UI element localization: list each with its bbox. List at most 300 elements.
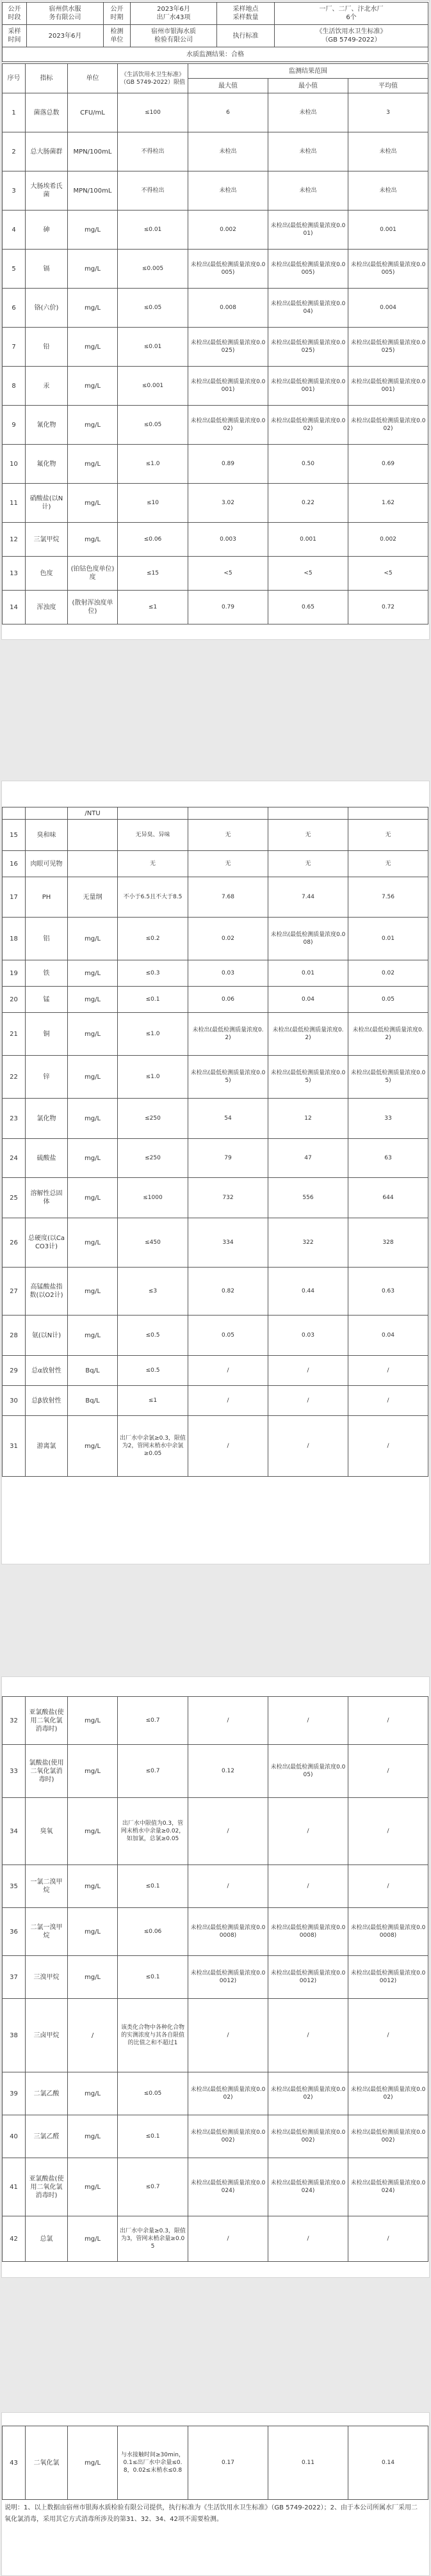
- max-value: /: [188, 1865, 268, 1908]
- row-number: 42: [3, 2216, 26, 2262]
- min-value: 556: [268, 1178, 348, 1218]
- max-value: 无: [188, 851, 268, 877]
- min-value: 未检出(最低检测质量浓度0.005): [268, 1745, 348, 1798]
- report-page-4: [1, 2412, 430, 2576]
- standard-limit: ≤1.0: [118, 1056, 188, 1099]
- indicator-name: 臭氧: [26, 1798, 68, 1865]
- row-number: 6: [3, 289, 26, 328]
- min-value: 未检出(最低检测质量浓度0.0025): [268, 328, 348, 367]
- table-row: [3, 328, 428, 367]
- report-page-3: [1, 1676, 430, 2278]
- unit: mg/L: [68, 250, 118, 289]
- table-row: [3, 960, 428, 987]
- indicator-name: 砷: [26, 211, 68, 250]
- table-row: [3, 1416, 428, 1477]
- table-row: [3, 132, 428, 171]
- explanatory-note: 说明：1、以上数据由宿州市银海水质检验有限公司提供，执行标准为《生活饮用水卫生标准》（GB 5749-2022）；2、由于本公司所属水厂采用二氧化氯消毒，采用其它方式消毒所涉及的第31、32、34、42项不需要检测。: [4, 2504, 418, 2523]
- unit: mg/L: [68, 1316, 118, 1356]
- min-value: 未检出(最低检测质量浓度0.004): [268, 289, 348, 328]
- unit: mg/L: [68, 2426, 118, 2500]
- standard-limit: ≤0.05: [118, 289, 188, 328]
- max-value: /: [188, 2216, 268, 2262]
- min-value: 无: [268, 851, 348, 877]
- indicator-name: PH: [26, 877, 68, 918]
- col-header-standard: 《生活饮用水卫生标准》（GB 5749-2022）限值: [118, 64, 188, 93]
- min-value: 未检出(最低检测质量浓度0.0001): [268, 367, 348, 406]
- col-header-min: 最小值: [268, 79, 348, 93]
- unit: mg/L: [68, 289, 118, 328]
- header-cell: 公开 时期: [104, 3, 131, 25]
- row-number: 18: [3, 918, 26, 960]
- max-value: 未检出(最低检测质量浓度0.00008): [188, 1908, 268, 1956]
- avg-value: /: [348, 1356, 428, 1386]
- results-table-2: [2, 807, 428, 1477]
- table-row: [3, 1865, 428, 1908]
- indicator-name: 三卤甲烷: [26, 1999, 68, 2072]
- max-value: 未检出(最低检测质量浓度0.0005): [188, 250, 268, 289]
- unit: [68, 851, 118, 877]
- row-number: 7: [3, 328, 26, 367]
- avg-value: /: [348, 1999, 428, 2072]
- row-number: 32: [3, 1697, 26, 1745]
- avg-value: 未检出: [348, 171, 428, 211]
- avg-value: 无: [348, 851, 428, 877]
- col-header-item: 指标: [26, 64, 68, 93]
- table-row: [3, 1056, 428, 1099]
- avg-value: 328: [348, 1218, 428, 1268]
- max-value: 未检出(最低检测质量浓度0.00012): [188, 1956, 268, 1999]
- unit: MPN/100mL: [68, 132, 118, 171]
- unit: mg/L: [68, 1013, 118, 1056]
- max-value: 0.002: [188, 211, 268, 250]
- unit: mg/L: [68, 1908, 118, 1956]
- max-value: /: [188, 1999, 268, 2072]
- summary-row: [3, 47, 428, 62]
- min-value: /: [268, 1386, 348, 1416]
- min-value: 0.03: [268, 1316, 348, 1356]
- indicator-name: 汞: [26, 367, 68, 406]
- min-value: 0.11: [268, 2426, 348, 2500]
- avg-value: 0.63: [348, 1268, 428, 1316]
- min-value: 未检出(最低检测质量浓度0.0024): [268, 2158, 348, 2216]
- indicator-name: 三氯乙醛: [26, 2115, 68, 2158]
- unit: mg/L: [68, 1139, 118, 1178]
- col-header-no: 序号: [3, 64, 26, 93]
- standard-limit: ≤1: [118, 1386, 188, 1416]
- table-row: [3, 445, 428, 484]
- avg-value: /: [348, 1386, 428, 1416]
- table-row: [3, 211, 428, 250]
- avg-value: /: [348, 1798, 428, 1865]
- report-page-1: [1, 0, 430, 640]
- standard-limit: ≤0.001: [118, 367, 188, 406]
- row-number: 16: [3, 851, 26, 877]
- table-row: [3, 1268, 428, 1316]
- standard-limit: 出厂水中余量≥0.3，限值为3，管网末梢余量≥0.05: [118, 2216, 188, 2262]
- standard-limit: ≤0.01: [118, 211, 188, 250]
- unit: Bq/L: [68, 1356, 118, 1386]
- standard-limit: ≤0.1: [118, 1956, 188, 1999]
- standard-limit: ≤0.3: [118, 960, 188, 987]
- max-value: 79: [188, 1139, 268, 1178]
- max-value: 未检出: [188, 132, 268, 171]
- row-number: 5: [3, 250, 26, 289]
- row-number: 22: [3, 1056, 26, 1099]
- header-cell: 公开 时段: [3, 3, 27, 25]
- indicator-name: 铬(六价): [26, 289, 68, 328]
- avg-value: 3: [348, 93, 428, 132]
- unit: mg/L: [68, 2072, 118, 2115]
- indicator-name: 高锰酸盐指数(以O2计): [26, 1268, 68, 1316]
- header-cell: 宿州供水服 务有限公司: [27, 3, 104, 25]
- table-row: [3, 406, 428, 445]
- unit: mg/L: [68, 1798, 118, 1865]
- standard-limit: 不得检出: [118, 132, 188, 171]
- indicator-name: 总氯: [26, 2216, 68, 2262]
- min-value: 47: [268, 1139, 348, 1178]
- standard-limit: 不小于6.5且不大于8.5: [118, 877, 188, 918]
- table-row: [3, 1999, 428, 2072]
- row-number: 30: [3, 1386, 26, 1416]
- table-row: [3, 1356, 428, 1386]
- table-row: [3, 2216, 428, 2262]
- max-value: 7.68: [188, 877, 268, 918]
- avg-value: 63: [348, 1139, 428, 1178]
- col-header-unit: 单位: [68, 64, 118, 93]
- unit: /: [68, 1999, 118, 2072]
- standard-limit: 出厂水中限值为0.3，管网末梢水中余量≥0.02，如加氯，总氯≥0.05: [118, 1798, 188, 1865]
- unit: mg/L: [68, 1268, 118, 1316]
- min-value: /: [268, 1697, 348, 1745]
- row-number: 43: [3, 2426, 26, 2500]
- column-header-row: [3, 64, 428, 79]
- unit: mg/L: [68, 1956, 118, 1999]
- avg-value: 7.56: [348, 877, 428, 918]
- row-number: 38: [3, 1999, 26, 2072]
- unit: mg/L: [68, 1099, 118, 1139]
- table-row: [3, 2115, 428, 2158]
- avg-value: 未检出(最低检测质量浓度0.00008): [348, 1908, 428, 1956]
- min-value: 无: [268, 820, 348, 851]
- standard-limit: ≤0.05: [118, 2072, 188, 2115]
- row-number: 1: [3, 93, 26, 132]
- row-number: 40: [3, 2115, 26, 2158]
- header-row-1: [3, 3, 428, 25]
- max-value: /: [188, 1798, 268, 1865]
- avg-value: 未检出(最低检测质量浓度0.05): [348, 1056, 428, 1099]
- avg-value: 无: [348, 820, 428, 851]
- unit: mg/L: [68, 1218, 118, 1268]
- min-value: 0.44: [268, 1268, 348, 1316]
- row-number: 21: [3, 1013, 26, 1056]
- indicator-name: 总大肠菌群: [26, 132, 68, 171]
- standard-limit: ≤450: [118, 1218, 188, 1268]
- row-number: 14: [3, 591, 26, 624]
- row-number: 2: [3, 132, 26, 171]
- indicator-name: 总α放射性: [26, 1356, 68, 1386]
- avg-value: 0.14: [348, 2426, 428, 2500]
- min-value: 322: [268, 1218, 348, 1268]
- table-row: [3, 2158, 428, 2216]
- indicator-name: 大肠埃希氏菌: [26, 171, 68, 211]
- standard-limit: ≤0.1: [118, 2115, 188, 2158]
- standard-limit: ≤0.5: [118, 1356, 188, 1386]
- unit: mg/L: [68, 2216, 118, 2262]
- standard-limit: ≤0.06: [118, 1908, 188, 1956]
- indicator-name: 亚氯酸盐(使用二氧化氯消毒时): [26, 1697, 68, 1745]
- results-table-1: [2, 63, 428, 624]
- row-number: 33: [3, 1745, 26, 1798]
- indicator-name: 二氯乙酸: [26, 2072, 68, 2115]
- standard-limit: ≤0.1: [118, 987, 188, 1013]
- indicator-name: 二氧化氯: [26, 2426, 68, 2500]
- row-number: 8: [3, 367, 26, 406]
- row-number: 4: [3, 211, 26, 250]
- header-cell: 检测 单位: [104, 25, 131, 47]
- standard-limit: ≤250: [118, 1099, 188, 1139]
- unit: mg/L: [68, 960, 118, 987]
- min-value: 未检出(最低检测质量浓度0.0002): [268, 2115, 348, 2158]
- max-value: 未检出(最低检测质量浓度0.0001): [188, 367, 268, 406]
- standard-limit: ≤0.7: [118, 1697, 188, 1745]
- unit: mg/L: [68, 328, 118, 367]
- unit: 无量纲: [68, 877, 118, 918]
- standard-limit: ≤15: [118, 557, 188, 591]
- avg-value: 未检出(最低检测质量浓度0.2): [348, 1013, 428, 1056]
- min-value: /: [268, 1356, 348, 1386]
- min-value: 未检出(最低检测质量浓度0.00012): [268, 1956, 348, 1999]
- table-row: [3, 2072, 428, 2115]
- indicator-name: 臭和味: [26, 820, 68, 851]
- indicator-name: 菌落总数: [26, 93, 68, 132]
- avg-value: 0.02: [348, 960, 428, 987]
- max-value: 54: [188, 1099, 268, 1139]
- header-table: [2, 2, 428, 62]
- header-cell: 一厂、二厂、汴北水厂 6个: [275, 3, 428, 25]
- avg-value: 1.62: [348, 484, 428, 523]
- max-value: 0.17: [188, 2426, 268, 2500]
- table-row: [3, 1139, 428, 1178]
- row-number: 37: [3, 1956, 26, 1999]
- table-row: [3, 367, 428, 406]
- table-row: [3, 1013, 428, 1056]
- max-value: 0.82: [188, 1268, 268, 1316]
- max-value: 未检出(最低检测质量浓度0.002): [188, 406, 268, 445]
- unit: CFU/mL: [68, 93, 118, 132]
- row-number: 39: [3, 2072, 26, 2115]
- indicator-name: 一氯二溴甲烷: [26, 1865, 68, 1908]
- table-row: [3, 250, 428, 289]
- min-value: 0.65: [268, 591, 348, 624]
- standard-limit: ≤100: [118, 93, 188, 132]
- indicator-name: 肉眼可见物: [26, 851, 68, 877]
- standard-limit: ≤1: [118, 591, 188, 624]
- max-value: 0.12: [188, 1745, 268, 1798]
- carry-cell: [188, 807, 268, 820]
- standard-limit: 出厂水中余氯≥0.3，限值为2，管网末梢水中余氯≥0.05: [118, 1416, 188, 1477]
- max-value: 无: [188, 820, 268, 851]
- max-value: 未检出(最低检测质量浓度0.2): [188, 1013, 268, 1056]
- results-table-3: [2, 1696, 428, 2262]
- carry-cell: [3, 807, 26, 820]
- row-number: 25: [3, 1178, 26, 1218]
- avg-value: 未检出: [348, 132, 428, 171]
- row-number: 9: [3, 406, 26, 445]
- header-cell: 宿州市银海水质 检验有限公司: [131, 25, 217, 47]
- table-row: [3, 1798, 428, 1865]
- avg-value: 644: [348, 1178, 428, 1218]
- table-row: [3, 1908, 428, 1956]
- indicator-name: 总β放射性: [26, 1386, 68, 1416]
- min-value: 0.04: [268, 987, 348, 1013]
- avg-value: 未检出(最低检测质量浓度0.0005): [348, 250, 428, 289]
- unit: mg/L: [68, 1416, 118, 1477]
- row-number: 10: [3, 445, 26, 484]
- row-number: 3: [3, 171, 26, 211]
- min-value: 未检出(最低检测质量浓度0.2): [268, 1013, 348, 1056]
- avg-value: 0.04: [348, 1316, 428, 1356]
- indicator-name: 亚氯酸盐(使用二氧化氯消毒时): [26, 2158, 68, 2216]
- indicator-name: 铅: [26, 328, 68, 367]
- carry-cell: [348, 807, 428, 820]
- min-value: 未检出(最低检测质量浓度0.00008): [268, 1908, 348, 1956]
- indicator-name: 铁: [26, 960, 68, 987]
- avg-value: 未检出(最低检测质量浓度0.002): [348, 406, 428, 445]
- min-value: 未检出(最低检测质量浓度0.05): [268, 1056, 348, 1099]
- min-value: /: [268, 1999, 348, 2072]
- max-value: 0.06: [188, 987, 268, 1013]
- unit: mg/L: [68, 211, 118, 250]
- min-value: /: [268, 1798, 348, 1865]
- table-row: [3, 1316, 428, 1356]
- max-value: 732: [188, 1178, 268, 1218]
- min-value: 0.50: [268, 445, 348, 484]
- row-number: 29: [3, 1356, 26, 1386]
- min-value: 0.001: [268, 523, 348, 557]
- standard-limit: 与水接触时间≥30min，0.1≤出厂水中余量≤0.8，0.02≤末梢水≤0.8: [118, 2426, 188, 2500]
- standard-limit: ≤0.5: [118, 1316, 188, 1356]
- max-value: 未检出(最低检测质量浓度0.0002): [188, 2115, 268, 2158]
- standard-limit: 无: [118, 851, 188, 877]
- standard-limit: ≤0.2: [118, 918, 188, 960]
- col-header-avg: 平均值: [348, 79, 428, 93]
- indicator-name: 硝酸盐(以N计): [26, 484, 68, 523]
- standard-limit: ≤0.005: [118, 250, 188, 289]
- unit: mg/L: [68, 1056, 118, 1099]
- unit: mg/L: [68, 367, 118, 406]
- min-value: 12: [268, 1099, 348, 1139]
- table-row: [3, 289, 428, 328]
- avg-value: /: [348, 1745, 428, 1798]
- max-value: 0.89: [188, 445, 268, 484]
- standard-limit: ≤0.1: [118, 1865, 188, 1908]
- standard-limit: ≤0.01: [118, 328, 188, 367]
- indicator-name: 铜: [26, 1013, 68, 1056]
- table-row: [3, 987, 428, 1013]
- table-row: [3, 820, 428, 851]
- max-value: /: [188, 1416, 268, 1477]
- avg-value: /: [348, 2216, 428, 2262]
- indicator-name: 镉: [26, 250, 68, 289]
- carry-unit: /NTU: [68, 807, 118, 820]
- avg-value: /: [348, 1865, 428, 1908]
- row-number: 27: [3, 1268, 26, 1316]
- row-number: 12: [3, 523, 26, 557]
- avg-value: 未检出(最低检测质量浓度0.0024): [348, 2158, 428, 2216]
- indicator-name: 铝: [26, 918, 68, 960]
- table-row: [3, 484, 428, 523]
- indicator-name: 锰: [26, 987, 68, 1013]
- max-value: /: [188, 1697, 268, 1745]
- indicator-name: 游离氯: [26, 1416, 68, 1477]
- avg-value: /: [348, 1416, 428, 1477]
- min-value: 未检出(最低检测质量浓度0.0005): [268, 250, 348, 289]
- max-value: 未检出(最低检测质量浓度0.002): [188, 2072, 268, 2115]
- max-value: 6: [188, 93, 268, 132]
- avg-value: 未检出(最低检测质量浓度0.0002): [348, 2115, 428, 2158]
- standard-limit: 该类化合物中各种化合物的实测浓度与其各自限值的比值之和不超过1: [118, 1999, 188, 2072]
- min-value: 7.44: [268, 877, 348, 918]
- table-row: [3, 1956, 428, 1999]
- unit: mg/L: [68, 523, 118, 557]
- max-value: 334: [188, 1218, 268, 1268]
- table-row: [3, 1178, 428, 1218]
- unit: mg/L: [68, 1745, 118, 1798]
- row-number: 36: [3, 1908, 26, 1956]
- unit: mg/L: [68, 918, 118, 960]
- header-cell: 采样地点 采样数量: [217, 3, 275, 25]
- avg-value: 0.05: [348, 987, 428, 1013]
- max-value: /: [188, 1356, 268, 1386]
- table-row: [3, 591, 428, 624]
- avg-value: 0.004: [348, 289, 428, 328]
- header-cell: 2023年6月 出厂水43项: [131, 3, 217, 25]
- indicator-name: 氨(以N计): [26, 1316, 68, 1356]
- indicator-name: 色度: [26, 557, 68, 591]
- max-value: 未检出(最低检测质量浓度0.0024): [188, 2158, 268, 2216]
- indicator-name: 三氯甲烷: [26, 523, 68, 557]
- table-row: [3, 918, 428, 960]
- indicator-name: 氟化物: [26, 445, 68, 484]
- min-value: /: [268, 1416, 348, 1477]
- unit: mg/L: [68, 987, 118, 1013]
- col-header-result: 监测结果范围: [188, 64, 428, 79]
- table-row: [3, 171, 428, 211]
- unit: mg/L: [68, 1865, 118, 1908]
- header-row-2: [3, 25, 428, 47]
- row-number: 34: [3, 1798, 26, 1865]
- row-number: 13: [3, 557, 26, 591]
- min-value: /: [268, 1865, 348, 1908]
- row-number: 19: [3, 960, 26, 987]
- indicator-name: 三溴甲烷: [26, 1956, 68, 1999]
- table-row: [3, 1099, 428, 1139]
- standard-limit: ≤1.0: [118, 1013, 188, 1056]
- col-header-max: 最大值: [188, 79, 268, 93]
- max-value: 未检出: [188, 171, 268, 211]
- unit: (铂钴色度单位)度: [68, 557, 118, 591]
- standard-limit: ≤1000: [118, 1178, 188, 1218]
- avg-value: 未检出(最低检测质量浓度0.0025): [348, 328, 428, 367]
- row-number: 17: [3, 877, 26, 918]
- max-value: 0.02: [188, 918, 268, 960]
- avg-value: <5: [348, 557, 428, 591]
- results-table-4: [2, 2426, 428, 2500]
- avg-value: 未检出(最低检测质量浓度0.00012): [348, 1956, 428, 1999]
- max-value: 0.05: [188, 1316, 268, 1356]
- min-value: /: [268, 2216, 348, 2262]
- carry-cell: [118, 807, 188, 820]
